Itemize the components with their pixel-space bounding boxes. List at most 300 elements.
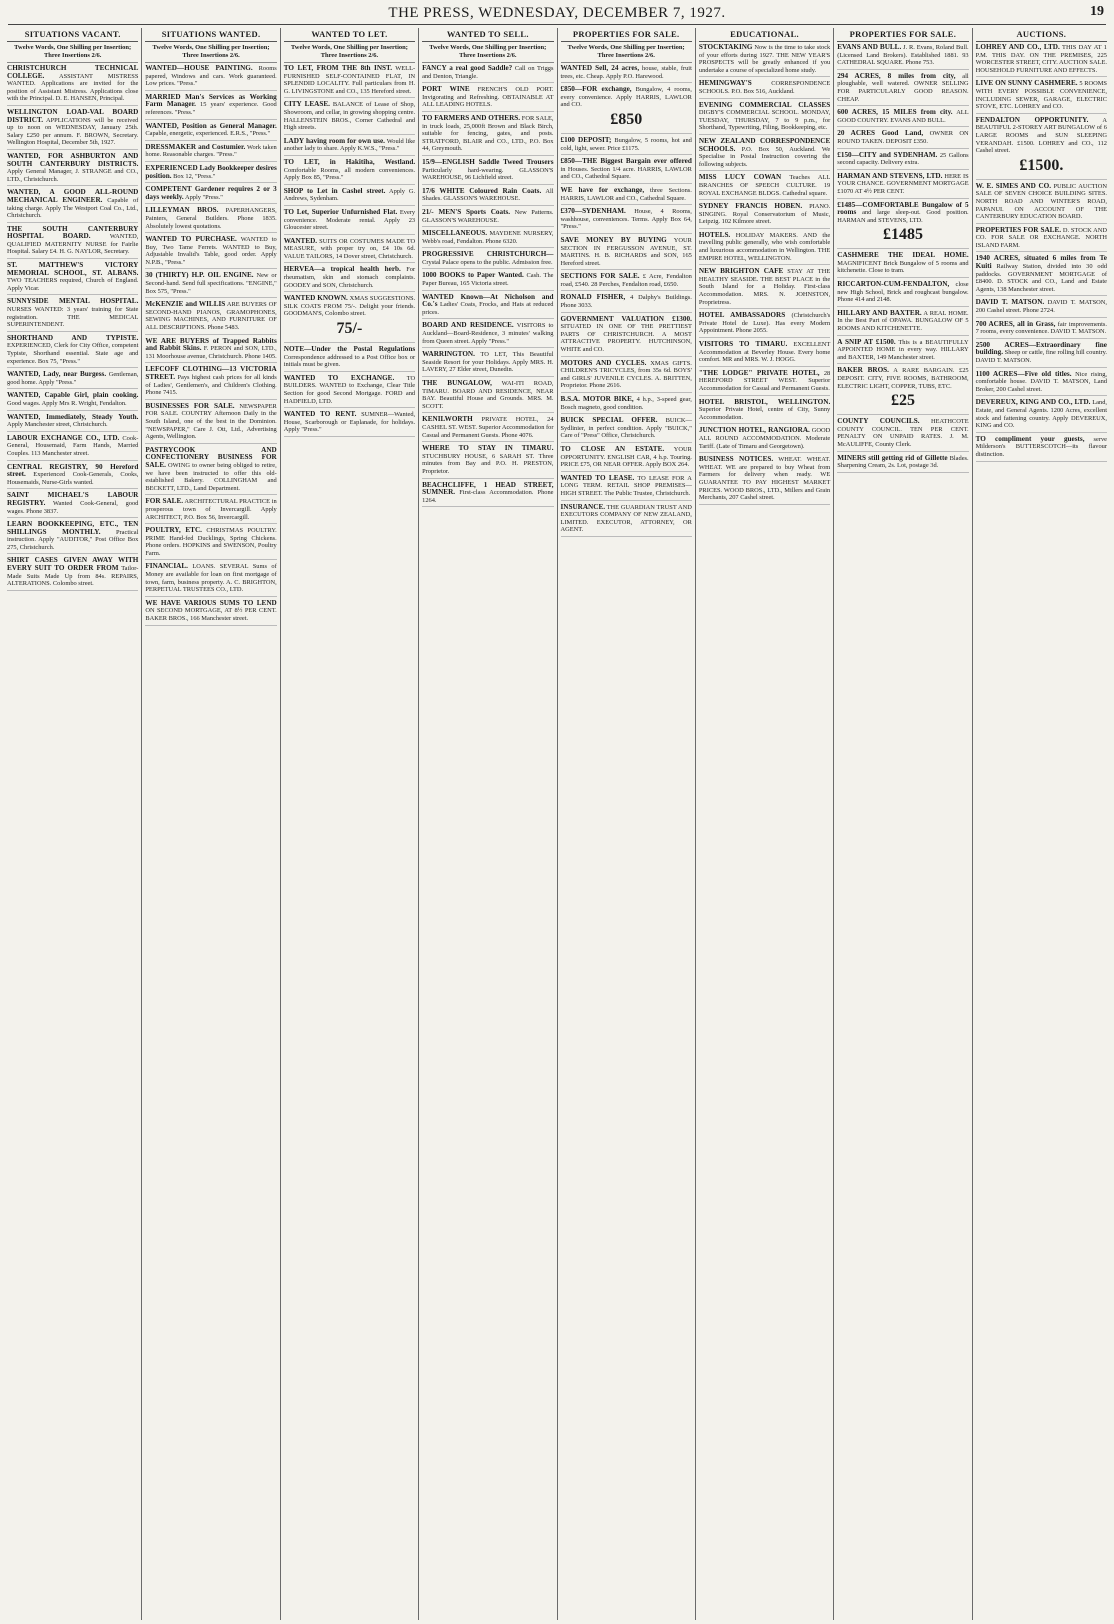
ad-body: 4 Dalphy's Buildings. Phone 3033. xyxy=(560,294,692,310)
classified-ad xyxy=(422,86,553,112)
ad-lead: 600 ACRES, 15 MILES from city. xyxy=(837,108,953,117)
classified-ad xyxy=(976,399,1107,432)
ad-body: House, 4 Rooms, washhouse, conveniences. Terms. Apply Box 64, "Press." xyxy=(560,208,692,231)
ad-lead: WANTED, A GOOD ALL-ROUND MECHANICAL ENGINEER. xyxy=(7,188,139,204)
classified-ad xyxy=(699,203,830,229)
ad-lead: CENTRAL REGISTRY, 90 Hereford street. xyxy=(7,462,139,479)
classified-ad xyxy=(837,202,968,250)
classified-ad xyxy=(976,117,1107,180)
ad-body: DAVID T. MATSON, 200 Cashel street. Phone 2724. xyxy=(975,299,1108,315)
classified-ad xyxy=(284,346,415,372)
classified-ad xyxy=(699,456,830,505)
ad-lead: WANTED, Immediately, Steady Youth. xyxy=(7,412,139,421)
ad-lead: TO Let, Superior Unfurnished Flat. xyxy=(283,207,398,216)
ad-lead: WANTED—HOUSE PAINTING. xyxy=(145,64,253,72)
ad-body: P.O. Box 50, Auckland. We Specialise in Postal Instruction covering the following subjects. xyxy=(698,145,831,168)
classified-ad xyxy=(145,403,276,444)
ad-lead: McKENZIE and WILLIS xyxy=(145,300,226,309)
ad-body: MAYDENE NURSERY, Webb's road, Fendalton. Phone 6320. xyxy=(422,230,554,245)
ad-body: Apply "Press." xyxy=(184,193,223,201)
ad-body: SUMNER—Wanted, House, Scarborough or Esplanade, for holidays. Apply "Press." xyxy=(283,411,416,434)
ad-body: EXCELLENT Accommodation at Beverley House. Every home comfort. MR and MRS. W. J. HOGG. xyxy=(698,341,831,364)
classified-ad xyxy=(561,417,692,443)
ad-lead: DAVID T. MATSON. xyxy=(975,298,1045,307)
ad-body: CORRESPONDENCE SCHOOLS. P.O. Box 516, Auckland. xyxy=(698,80,831,95)
ad-lead: LABOUR EXCHANGE CO., LTD. xyxy=(7,433,120,442)
ad-body: Sheep or cattle, fine rolling hill country. DAVID T. MATSON. xyxy=(975,349,1107,364)
ad-lead: 20 ACRES Good Land, xyxy=(837,129,924,138)
ad-body: CHRISTMAS POULTRY. PRIME Hand-fed Ducklings, Spring Chickens. Phone orders. HOPKINS and SWENSON, Poultry Farm. xyxy=(145,527,277,557)
ad-body: SITUATED IN ONE OF THE PRETTIEST PARTS OF CHRISTCHURCH. A MOST ATTRACTIVE PROPERTY. HUTCHINSON, WHITE and CO. xyxy=(560,323,692,354)
ad-body: Would like another lady to share. Apply K.W.S., "Press." xyxy=(283,137,416,153)
ad-lead: WELLINGTON LOAD-VAL BOARD DISTRICT. xyxy=(7,107,139,124)
classified-ad xyxy=(7,109,138,150)
classified-ad xyxy=(561,273,692,291)
classified-ad xyxy=(422,294,553,320)
ad-lead: NOTE—Under the Postal Regulations xyxy=(283,345,416,354)
ad-lead: POULTRY, ETC. xyxy=(145,526,202,535)
ad-lead: SHOP to Let in Cashel street. xyxy=(283,186,386,195)
classified-ad xyxy=(422,272,553,290)
ad-lead: BEACHCLIFFE, 1 HEAD STREET, SUMNER. xyxy=(422,480,554,497)
ad-lead: CHRISTCHURCH TECHNICAL COLLEGE. xyxy=(7,64,139,80)
ad-body: XMAS GIFTS. CHILDREN'S TRICYCLES, from 35s 6d. BOYS' and GIRLS' JUVENILE CYCLES. A. BRITTEN, Proprietor. Phone 2616. xyxy=(560,359,692,390)
classified-ad xyxy=(145,301,276,334)
ad-lead: BOARD AND RESIDENCE. xyxy=(422,321,514,330)
classified-ad xyxy=(422,445,553,478)
ad-lead: LOHREY AND CO., LTD. xyxy=(975,43,1060,51)
ad-body: (Christchurch's Private Hotel de Luxe). Has every Modern Appointment. Phone 2055. xyxy=(698,312,831,335)
ad-lead: MINERS still getting rid of Gillette xyxy=(837,453,948,462)
classified-ad xyxy=(699,138,830,171)
classified-ad xyxy=(145,600,276,626)
classified-ad xyxy=(7,557,138,590)
ad-lead: SHORTHAND AND TYPISTE. xyxy=(7,333,139,342)
classified-ad xyxy=(699,399,830,425)
ad-lead: MOTORS AND CYCLES. xyxy=(560,358,647,367)
ad-body: Call on Triggs and Denton, Triangle. xyxy=(422,65,554,80)
classified-ad xyxy=(284,411,415,437)
ad-body: HERE IS YOUR CHANCE. GOVERNMENT MORTGAGE £1070 AT 4½ PER CENT. xyxy=(837,172,969,195)
ad-body: Capable of taking charge. Apply The Westport Coal Co., Ltd., Christchurch. xyxy=(7,196,139,220)
ad-lead: 30 (THIRTY) H.P. OIL ENGINE. xyxy=(145,271,254,280)
classified-ad xyxy=(145,498,276,524)
ad-lead: 1000 BOOKS to Paper Wanted. xyxy=(422,271,524,280)
classified-ad xyxy=(145,65,276,91)
ad-lead: WANTED TO LEASE. xyxy=(560,473,635,482)
column-heading: SITUATIONS WANTED. xyxy=(145,28,276,42)
ad-body: Ladies' Coats, Frocks, and Hats at reduced prices. xyxy=(422,301,554,316)
classified-ad xyxy=(976,371,1107,397)
ad-lead: 15/9—ENGLISH Saddle Tweed Trousers xyxy=(422,157,554,166)
ad-lead: WANTED KNOWN. xyxy=(283,294,348,303)
ad-lead: BUICK SPECIAL OFFER. xyxy=(560,416,658,425)
ad-lead: TO LET, in Hakitiha, Westland. xyxy=(283,157,416,166)
ad-body: PIANO. SINGING. Royal Conservatorium of Music, Leipzig. 102 Kilmore street. xyxy=(698,203,831,226)
classified-ad xyxy=(561,316,692,357)
ad-lead: RONALD FISHER, xyxy=(560,293,626,302)
ad-lead: PORT WINE xyxy=(422,85,470,94)
ad-body: Apply G. Andrews, Sydenham. xyxy=(283,187,416,203)
ad-lead: FENDALTON OPPORTUNITY. xyxy=(975,115,1089,124)
ad-body: Superior Private Hotel, centre of City, Sunny Accommodation. xyxy=(698,406,831,421)
classified-ad xyxy=(284,159,415,185)
ad-lead: SUNNYSIDE MENTAL HOSPITAL. xyxy=(7,297,139,306)
masthead-title: THE PRESS, WEDNESDAY, DECEMBER 7, 1927. xyxy=(388,4,726,21)
ad-lead: SAVE MONEY BY BUYING xyxy=(560,235,667,244)
classified-ad xyxy=(422,380,553,413)
classified-ad xyxy=(837,418,968,451)
ad-lead: KENILWORTH xyxy=(422,415,473,424)
ad-lead: NEW ZEALAND CORRESPONDENCE SCHOOLS. xyxy=(698,136,831,153)
masthead xyxy=(8,2,1106,25)
ad-lead: £100 DEPOSIT; xyxy=(560,135,612,144)
classified-ad xyxy=(145,207,276,233)
ad-body: A REAL HOME. In the Best Part of OPAWA. BUNGALOW OF 5 ROOMS AND KITCHENETTE. xyxy=(837,309,969,333)
classified-ad xyxy=(837,130,968,148)
ad-lead: GOVERNMENT VALUATION £1300. xyxy=(560,314,692,323)
ad-lead: MISCELLANEOUS. xyxy=(422,229,488,238)
classified-ad xyxy=(561,360,692,393)
classified-ad xyxy=(145,366,276,399)
classified-ad xyxy=(284,266,415,292)
ad-lead: TO CLOSE AN ESTATE. xyxy=(560,444,665,453)
page-number: 19 xyxy=(1090,4,1104,19)
ad-body: Capable, energetic, experienced. E.R.S., "Press." xyxy=(145,130,271,138)
rate-notice: Twelve Words, One Shilling per Insertion; Three Insertions 2/6. xyxy=(422,44,553,63)
ad-body: Particularly hard-wearing. GLASSON'S WAREHOUSE, 96 Lichfield street. xyxy=(422,166,554,182)
classified-ad xyxy=(7,371,138,389)
ad-lead: LEFCOFF CLOTHING—13 VICTORIA STREET. xyxy=(145,365,277,381)
ad-lead: BUSINESSES FOR SALE. xyxy=(145,401,235,410)
ad-body: Practical instruction. Apply "AUDITOR," Post Office Box 275, Christchurch. xyxy=(7,528,139,551)
ad-lead: WANTED, Capable Girl, plain cooking. xyxy=(7,391,139,400)
classified-ad xyxy=(976,44,1107,77)
classified-ad xyxy=(837,44,968,70)
ad-body: MAGNIFICENT Brick Bungalow of 5 rooms and kitchenette. Close to tram. xyxy=(837,259,969,275)
ad-lead: DRESSMAKER and Costumier. xyxy=(145,142,246,151)
classified-ad xyxy=(561,504,692,537)
classified-ad xyxy=(422,322,553,348)
ad-lead: HERVEA—a tropical health herb. xyxy=(283,265,401,274)
ad-body: A BEAUTIFUL 2-STOREY ART BUNGALOW of 6 LARGE ROOMS and SUN SLEEPING VERANDAH. £1500. LOHREY and CO., 112 Cashel street. xyxy=(975,116,1107,155)
classified-ad xyxy=(7,226,138,259)
ad-body: GOOD ALL ROUND ACCOMMODATION. Moderate Tariff. (Late of Timaru and Georgetown). xyxy=(698,427,831,450)
featured-price: £1500. xyxy=(1019,156,1064,174)
ad-body: £ Acre, Fendalton road, £540. 28 Perches, Fendalton road, £650. xyxy=(560,273,692,288)
classified-ad xyxy=(7,464,138,490)
rate-notice: Twelve Words, One Shilling per Insertion; Three Insertions 2/6. xyxy=(284,44,415,63)
ad-lead: TO LET, FROM THE 8th INST. xyxy=(283,64,393,72)
ad-body: Every convenience. Moderate rental. Apply 23 Gloucester street. xyxy=(283,208,416,232)
classified-ad xyxy=(837,367,968,415)
ad-body: FOR SALE, in truck loads, 25,000ft Brown and Black Birch, suitable for fencing, gates, and posts. STRATFORD, BLAIR and CO., LTD., P.O. Box 44, Greymouth. xyxy=(422,114,554,153)
ad-body: TWO TEACHERS required, Church of England. Apply Vicar. xyxy=(7,277,139,292)
ad-body: and large sleep-out. Good position. HARMAN and STEVENS, LTD. xyxy=(837,209,969,224)
ad-body: F. PERON and SON, LTD., 131 Moorhouse avenue, Christchurch. Phone 1405. xyxy=(145,345,277,360)
ad-body: house, stable, fruit trees, etc. Cheap. Apply P.O. Harewood. xyxy=(560,65,692,80)
classified-ad xyxy=(561,475,692,501)
classified-ad xyxy=(284,138,415,156)
classified-ad xyxy=(422,351,553,377)
classified-ad xyxy=(699,174,830,200)
ad-body: Pays highest cash prices for all kinds of Ladies', Gentlemen's, and Children's Clothing. Phone 7415. xyxy=(145,374,277,397)
ad-lead: LADY having room for own use. xyxy=(283,136,385,145)
ad-body: BALANCE of Lease of Shop, Showroom, and cellar, in growing shopping centre. HALLENSTEIN BROS., Corner Cathedral and High streets. xyxy=(283,101,416,132)
ad-lead: 21/- MEN'S Sports Coats. xyxy=(422,207,511,216)
ad-lead: EVENING COMMERCIAL CLASSES xyxy=(698,100,831,109)
ad-body: HOLIDAY MAKERS. AND the travelling public generally, who wish comfortable and luxurious accommodation in Wellington. THE EMPIRE HOTEL, WELLINGTON. xyxy=(698,231,831,262)
classified-ad xyxy=(284,295,415,343)
ad-lead: HOTELS. xyxy=(698,230,731,239)
ad-body: Bungalow, 5 rooms, hot and cold, light, sewer. Price £1175. xyxy=(560,136,692,152)
ad-lead: INSURANCE. xyxy=(560,502,606,511)
ad-lead: £1485—COMFORTABLE Bungalow of 5 rooms xyxy=(837,200,969,217)
classified-ad xyxy=(284,101,415,134)
classified-ad xyxy=(7,262,138,295)
classified-ad xyxy=(837,173,968,199)
ad-lead: STOCKTAKING xyxy=(698,43,753,51)
ad-lead: A SNIP AT £1500. xyxy=(837,337,896,346)
classified-ad xyxy=(145,563,276,596)
ad-lead: BAKER BROS. xyxy=(837,366,889,375)
classified-ad xyxy=(699,427,830,453)
classified-ad xyxy=(284,188,415,206)
ad-body: New Patterns. GLASSON'S WAREHOUSE. xyxy=(422,208,554,224)
ad-body: Bungalow, 4 rooms, every convenience. Apply HARRIS, LAWLOR and CO. xyxy=(560,86,692,109)
ad-lead: ST. MATTHEW'S VICTORY MEMORIAL SCHOOL, ST. ALBANS. xyxy=(7,261,139,277)
column-2 xyxy=(142,28,280,1620)
ad-body: TO LEASE FOR A LONG TERM. RETAIL SHOP PREMISES—HIGH STREET. The Public Trustee, Christchurch. xyxy=(560,474,692,497)
ad-body: ARE BUYERS OF SECOND-HAND PIANOS, GRAMOPHONES, SEWING MACHINES, AND FURNITURE OF ALL DESCRIPTIONS. Phone 5483. xyxy=(145,301,277,332)
ad-body: WAI-ITI ROAD, TIMARU. BOARD AND RESIDENCE, NEAR BAY. Beautiful House and Grounds. MRS. M. SCOTT. xyxy=(422,380,554,410)
classified-ad xyxy=(837,152,968,170)
classified-ad xyxy=(561,396,692,414)
ad-body: FRENCH'S OLD PORT. Invigorating and Refreshing. OBTAINABLE AT ALL LEADING HOTELS. xyxy=(422,86,554,109)
ad-lead: HARMAN AND STEVENS, LTD. xyxy=(837,171,943,180)
classified-ad xyxy=(145,338,276,364)
classified-ad xyxy=(145,165,276,183)
classified-ad xyxy=(561,237,692,270)
ad-body: all ploughable, well watered. OWNER SELLING FOR PARTICULARLY GOOD REASON. CHEAP. xyxy=(837,72,969,103)
ad-lead: FANCY a real good Saddle? xyxy=(422,64,513,72)
classified-ad xyxy=(422,65,553,83)
ad-body: 5 ROOMS WITH EVERY POSSIBLE CONVENIENCE, INCLUDING SEWER, GARAGE, ELECTRIC STOVE, ETC. LOHREY and CO. xyxy=(975,80,1107,111)
ad-lead: WANTED Known—At Nicholson and Co.'s xyxy=(422,292,554,309)
ad-body: BUICK—Sydlinier, in perfect condition. Apply "BUICK," Care of "Press" Office, Christchurch. xyxy=(560,417,692,440)
classified-ad xyxy=(837,252,968,278)
column-heading: WANTED TO SELL. xyxy=(422,28,553,42)
classified-ad xyxy=(284,209,415,235)
ad-lead: WE have for exchange, xyxy=(560,185,645,194)
ad-lead: MISS LUCY COWAN xyxy=(698,173,782,182)
ad-lead: SECTIONS FOR SALE. xyxy=(560,272,640,281)
classified-ad xyxy=(7,492,138,518)
classified-ad xyxy=(976,436,1107,462)
ad-lead: W. E. SIMES AND CO. xyxy=(975,181,1052,190)
ad-body: Tailor-Made Suits Made Up from 84s. REPAIRS, ALTERATIONS. Colombo street. xyxy=(7,565,139,588)
ad-body: D. STOCK AND CO. FOR SALE OR EXCHANGE. NORTH ISLAND FARM. xyxy=(975,226,1107,249)
ad-lead: WANTED TO EXCHANGE. xyxy=(283,373,395,382)
ad-lead: TO compliment your guests, xyxy=(975,434,1085,443)
classified-ad xyxy=(145,94,276,120)
classified-ad xyxy=(7,435,138,461)
classified-ad xyxy=(837,73,968,106)
ad-body: VISITORS to Auckland—Board-Residence, 3 minutes' walking from Queen street. Apply "Press." xyxy=(422,322,554,345)
ad-lead: £850—FOR exchange, xyxy=(560,85,632,94)
ad-body: ASSISTANT MISTRESS WANTED. Applications are invited for the position of Assistant Mistress. Applications close with the Principal. D. E. HANSEN, Principal. xyxy=(7,72,139,103)
column-heading: WANTED TO LET. xyxy=(284,28,415,42)
classified-ad xyxy=(976,342,1107,368)
ad-lead: NEW BRIGHTON CAFE xyxy=(698,267,784,276)
ad-body: Rooms papered, Windows and cars. Work guaranteed. Low prices. "Press." xyxy=(145,65,277,88)
ad-body: STUCHBURY HOUSE, 6 SARAH ST. Three minutes from Bay and P.O. H. PRESTON, Proprietor. xyxy=(422,452,554,475)
classified-ad xyxy=(561,158,692,184)
ad-body: WANTED, QUALIFIED MATERNITY NURSE for Fairlie Hospital. Salary £4. H. G. NAYLOR, Secretary. xyxy=(7,233,139,256)
ad-lead: WANTED, Lady, near Burgess. xyxy=(7,370,107,379)
ad-lead: DEVEREUX, KING AND CO., LTD. xyxy=(975,398,1091,407)
ad-lead: £850—THE Biggest Bargain ever offered xyxy=(560,157,692,166)
classified-ad xyxy=(7,521,138,554)
column-3 xyxy=(281,28,419,1620)
ad-lead: WARRINGTON. xyxy=(422,350,475,359)
ad-lead: LILLEYMAN BROS. xyxy=(145,206,219,215)
column-5 xyxy=(558,28,696,1620)
classified-ad xyxy=(145,272,276,298)
ad-body: OWNER ON ROUND TAKEN. DEPOSIT £350. xyxy=(837,130,969,145)
ad-lead: VISITORS TO TIMARU. xyxy=(698,340,788,348)
ad-body: YOUR OPPORTUNITY. ENGLISH CAR, 4 h.p. Touring. PRICE £75, OR NEAR OFFER. Apply BOX 264. xyxy=(560,445,692,469)
ad-lead: THE BUNGALOW, xyxy=(422,379,492,387)
ad-body: 25 Gallons second capacity. Delivery extra. xyxy=(837,151,969,167)
ad-body: STAY AT THE HEALTHY SEASIDE. THE BEST PLACE in the South Island for a Holiday. First-class Accommodation. MRS. N. JOHNSTON, Proprietress. xyxy=(698,268,831,306)
column-heading: AUCTIONS. xyxy=(976,28,1107,42)
ad-body: Good wages. Apply Mrs R. Wright, Fendalton. xyxy=(7,399,127,407)
classified-ad xyxy=(699,341,830,367)
classified-ad xyxy=(976,255,1107,296)
ad-body: All Shades. GLASSON'S WAREHOUSE. xyxy=(422,187,554,203)
ad-lead: TO FARMERS AND OTHERS. xyxy=(422,113,521,122)
ad-body: TO BUILDERS. WANTED to Exchange, Clear Title Section for good Second Mortgage. FORD and HADFIELD, LTD. xyxy=(283,374,416,405)
classified-ad xyxy=(145,527,276,560)
ad-body: Land, Estate, and General Agents. 1200 Acres, excellent stock and fattening country. Apply DEVEREUX, KING and CO. xyxy=(975,399,1108,430)
ad-body: ARCHITECTURAL PRACTICE in prosperous town of Invercargill. Apply ARCHITECT, P.O. Box 56, Invercargill. xyxy=(145,498,277,521)
ad-body: NEWSPAPER FOR SALE. COUNTRY Afternoon Daily in the South Island, one of the best in the Dominion. "NEWSPAPER," Care J. Ott, Ltd., Advertising Agents, Wellington. xyxy=(145,402,277,441)
ad-body: Comfortable Rooms, all modern conveniences. Apply Box 85, "Press." xyxy=(283,166,416,182)
classified-ad xyxy=(422,188,553,206)
ad-lead: EXPERIENCED Lady Bookkeeper desires position. xyxy=(145,163,277,180)
ad-lead: 17/6 WHITE Coloured Rain Coats. xyxy=(422,186,542,195)
ad-body: Work taken home. Reasonable charges. "Press." xyxy=(145,143,277,159)
ad-lead: HEMINGWAY'S xyxy=(698,79,752,88)
ad-body: Cash. The Paper Bureau, 165 Victoria street. xyxy=(422,272,554,288)
classified-ad xyxy=(699,268,830,309)
ad-lead: £370—SYDENHAM. xyxy=(560,207,626,216)
ad-body: J. R. Evans, Roland Bull. (Licensed Land Brokers). Established 1881. 93 CATHEDRAL SQUARE. Phone 753. xyxy=(837,44,969,67)
classified-ad xyxy=(284,238,415,264)
classified-ad xyxy=(699,80,830,98)
classified-ad xyxy=(7,298,138,331)
column-heading: SITUATIONS VACANT. xyxy=(7,28,138,42)
ad-body: OWING to owner being obliged to retire, we have been instructed to offer this old-established Bakery. COLLINGHAM and BECKETT, LTD., Land Department. xyxy=(145,461,277,492)
ad-body: Teaches ALL BRANCHES OF SPEECH CULTURE. 19 ROYAL EXCHANGE BLDGS. Cathedral square. xyxy=(698,174,831,197)
ad-body: PAPERHANGERS, Painters, General Builders. Phone 1835. Absolutely lowest quotations. xyxy=(145,207,277,230)
ad-body: WELL-FURNISHED SELF-CONTAINED FLAT, IN SPLENDID LOCALITY. Full particulars from H. G. LIVINGSTONE and CO., 135 Hereford street. xyxy=(283,65,416,95)
classified-ad xyxy=(699,370,830,396)
ad-lead: WANTED TO RENT. xyxy=(283,410,357,419)
classified-ad xyxy=(422,482,553,508)
ad-body: HEATHCOTE COUNTY COUNCIL. TEN PER CENT. PENALTY ON UNPAID RATES. J. M. McAULIFFE, County Clerk. xyxy=(837,418,969,448)
classified-ad xyxy=(561,137,692,155)
classified-ad xyxy=(145,123,276,141)
column-heading: PROPERTIES FOR SALE. xyxy=(837,28,968,42)
ad-lead: CASHMERE THE IDEAL HOME. xyxy=(837,251,969,260)
ad-body: Box 12, "Press." xyxy=(173,172,216,180)
ad-lead: WE HAVE VARIOUS SUMS TO LEND xyxy=(145,598,277,607)
rate-notice: Twelve Words, One Shilling per Insertion; Three Insertions 2/6. xyxy=(145,44,276,63)
ad-lead: LEARN BOOKKEEPING, ETC., TEN SHILLINGS MONTHLY. xyxy=(7,520,139,536)
featured-price: 75/- xyxy=(336,320,363,338)
ad-lead: WANTED, Position as General Manager. xyxy=(145,121,277,130)
classified-ad xyxy=(422,230,553,248)
ad-body: NURSES WANTED: 3 years' training for State registration. THE MEDICAL SUPERINTENDENT. xyxy=(7,306,139,329)
ad-lead: SHIRT CASES GIVEN AWAY WITH EVERY SUIT TO ORDER FROM xyxy=(7,556,139,573)
classified-ad xyxy=(561,208,692,234)
ad-lead: 294 ACRES, 8 miles from city, xyxy=(837,71,956,80)
ad-body: Crystal Palace opens to the public. Admission free. xyxy=(422,258,553,266)
classified-ad xyxy=(976,321,1107,339)
classified-columns xyxy=(4,28,1110,1620)
ad-lead: WANTED Sell, 24 acres, xyxy=(560,64,640,72)
ad-lead: B.S.A. MOTOR BIKE, xyxy=(560,395,634,403)
classified-ad xyxy=(837,339,968,365)
ad-body: 4 h.p., 3-speed gear, Bosch magneto, good condition. xyxy=(560,396,692,411)
ad-lead: THE SOUTH CANTERBURY HOSPITAL BOARD. xyxy=(7,224,139,241)
ad-lead: PROPERTIES FOR SALE. xyxy=(975,225,1062,234)
classified-ad xyxy=(145,186,276,204)
ad-lead: 700 ACRES, all in Grass, xyxy=(975,319,1056,328)
ad-body: DIGBY'S COMMERCIAL SCHOOL. MONDAY, TUESDAY, THURSDAY, 7 to 9 p.m., for Shorthand, Typewriting, Filing, Bookkeeping, etc. xyxy=(698,109,831,132)
classified-ad xyxy=(145,447,276,496)
rate-notice: Twelve Words, One Shilling per Insertion; Three Insertions 2/6. xyxy=(7,44,138,63)
ad-lead: WANTED, FOR ASHBURTON AND SOUTH CANTERBURY DISTRICTS. xyxy=(7,151,139,168)
ad-body: PRIVATE HOTEL, 24 CASHEL ST. WEST. Superior Accommodation for Casual and Permanent Guests. Phone 4076. xyxy=(422,416,554,439)
ad-body: YOUR SECTION IN FERGUSSON AVENUE, ST. MARTINS. H. B. RICHARDS and SON, 165 Hereford street. xyxy=(560,236,692,267)
ad-lead: FOR SALE. xyxy=(145,497,184,506)
classified-ad xyxy=(7,65,138,106)
ad-body: ALL GOOD COUNTRY. EVANS AND BULL. xyxy=(837,109,969,124)
ad-body: Apply Manchester street, Christchurch. xyxy=(7,421,108,429)
ad-lead: RICCARTON-CUM-FENDALTON, xyxy=(837,280,950,289)
featured-price: £25 xyxy=(890,392,915,410)
ad-body: XMAS SUGGESTIONS. SILK COATS FROM 75/-. Delight your friends. GOODMAN'S, Colombo street. xyxy=(283,295,416,318)
ad-body: 15 years' experience. Good references. "Press." xyxy=(145,101,277,116)
ad-body: Cook-General, Housemaid, Farm Hands, Married Couples. 113 Manchester street. xyxy=(7,434,139,457)
classified-ad xyxy=(837,281,968,307)
ad-body: fair improvements. 7 rooms, every convenience. DAVID T. MATSON. xyxy=(975,320,1107,336)
ad-lead: JUNCTION HOTEL, RANGIORA. xyxy=(698,426,810,435)
ad-body: PUBLIC AUCTION SALE OF SEVEN CHOICE BUILDING SITES. NORTH ROAD AND WINTER'S ROAD, PAPANUI. ON ACCOUNT OF THE CANTERBURY EDUCATION BOARD. xyxy=(975,182,1107,221)
classified-ad xyxy=(837,455,968,473)
classified-ad xyxy=(422,209,553,227)
classified-ad xyxy=(561,187,692,205)
classified-ad xyxy=(145,144,276,162)
classified-ad xyxy=(7,335,138,368)
ad-body: Nice rising, comfortable house. DAVID T. MATSON, Land Broker, 200 Cashel street. xyxy=(975,370,1107,393)
ad-body: Experienced Cook-Generals, Cooks, Housemaids, Nurse-Girls wanted. xyxy=(7,471,139,486)
ad-lead: LIVE ON SUNNY CASHMERE. xyxy=(975,79,1078,88)
ad-body: Correspondence addressed to a Post Office box or initials must be given. xyxy=(283,353,416,369)
